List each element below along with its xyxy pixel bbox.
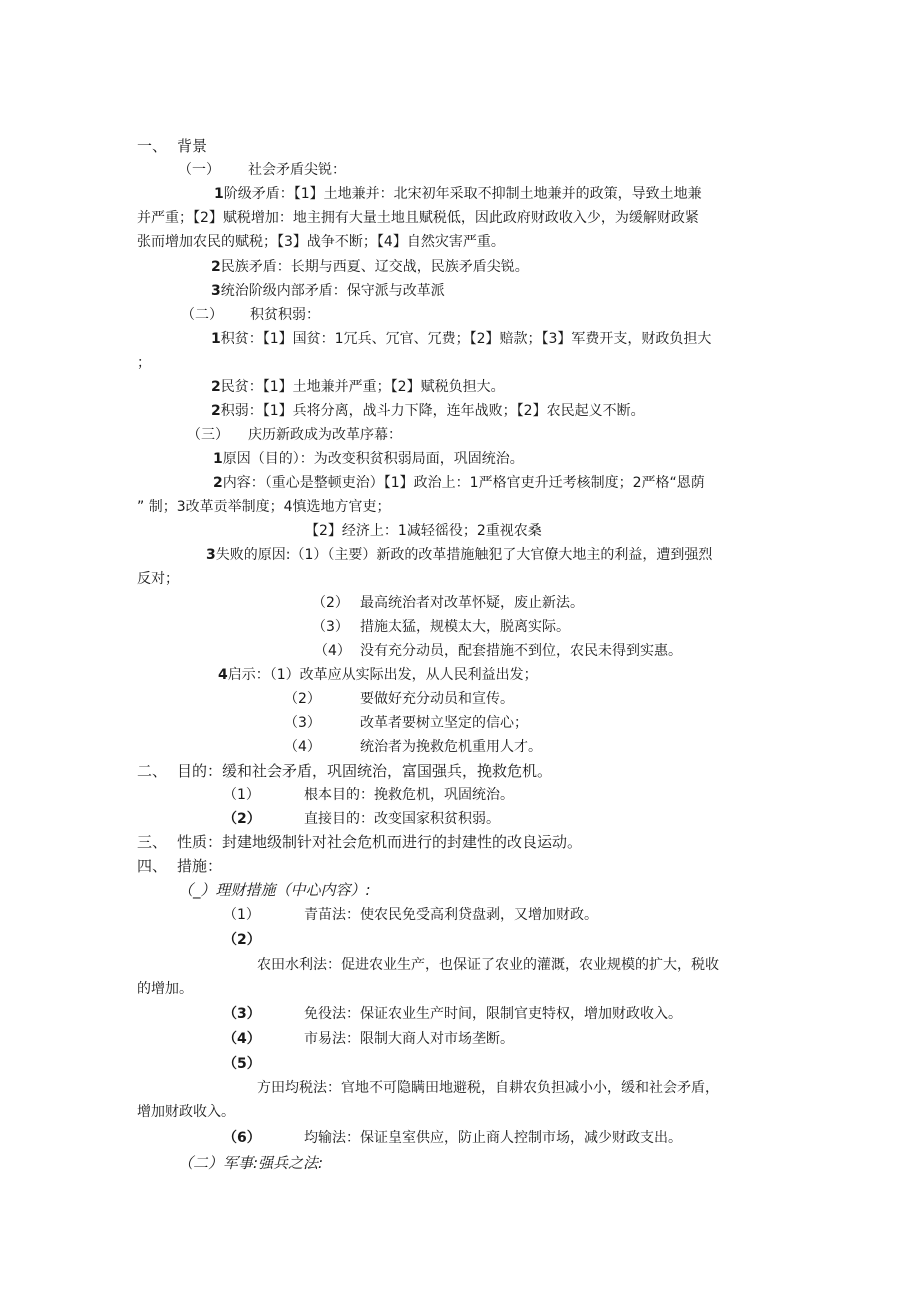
section-1-number: 一、	[137, 137, 168, 155]
measure-4-number: （4）	[223, 1031, 261, 1047]
measure-5-cont: 增加财政收入。	[137, 1104, 235, 1120]
lesson-item-3-text: 改革者要树立坚定的信心；	[360, 715, 528, 731]
subsection-1b-number: （二）	[181, 307, 223, 323]
qingli-content-line-2: ” 制；3改革贡举制度；4慎选地方官吏；	[137, 499, 391, 515]
lesson-item-4-number: （4）	[284, 739, 321, 755]
section-1-title: 背景	[177, 137, 208, 155]
measure-3-text: 免役法：保证农业生产时间，限制官吏特权，增加财政收入。	[304, 1006, 682, 1022]
measure-2-number: （2）	[223, 932, 261, 948]
section-2-title: 目的：缓和社会矛盾，巩固统治，富国强兵，挽救危机。	[177, 762, 553, 780]
poverty-line-cont: ；	[137, 355, 151, 371]
lesson-item-2-text: 要做好充分动员和宣传。	[360, 691, 514, 707]
subsection-1c-number: （三）	[187, 427, 229, 443]
failure-item-2-number: （2）	[312, 595, 349, 611]
qingli-content-economy: 【2】经济上：1减轻徭役；2重视农桑	[305, 523, 542, 539]
qingli-failure-line-1: 3失败的原因:（1）（主要）新政的改革措施触犯了大官僚大地主的利益，遭到强烈	[206, 547, 713, 563]
qingli-failure-line-2: 反对；	[137, 571, 179, 587]
purpose-item-1-number: （1）	[223, 787, 260, 803]
lesson-item-3-number: （3）	[284, 715, 321, 731]
qingli-content-line-1: 2内容：（重心是整顿吏治）【1】政治上：1严格官吏升迁考核制度；2严格“恩荫	[213, 475, 705, 491]
failure-item-4-number: （4）	[314, 643, 351, 659]
section-2-number: 二、	[137, 762, 168, 780]
measure-3-number: （3）	[223, 1006, 261, 1022]
subsection-1a-title: 社会矛盾尖锐：	[248, 162, 346, 178]
section-3-number: 三、	[137, 833, 168, 851]
people-poverty-line: 2民贫：【1】土地兼并严重；【2】赋税负担大。	[211, 379, 505, 395]
class-conflict-line-3: 张而增加农民的赋税；【3】战争不断；【4】自然灾害严重。	[137, 234, 505, 250]
lesson-item-4-text: 统治者为挽救危机重用人才。	[360, 739, 542, 755]
measure-2-cont: 的增加。	[137, 981, 193, 997]
measure-6-number: （6）	[223, 1130, 261, 1146]
lesson-line-1: 4启示：（1）改革应从实际出发，从人民利益出发；	[218, 667, 538, 683]
subsection-4b-title: （二）军事:强兵之法:	[178, 1154, 324, 1172]
failure-item-3-number: （3）	[312, 619, 349, 635]
failure-item-2-text: 最高统治者对改革怀疑，废止新法。	[360, 595, 584, 611]
subsection-1a-number: （一）	[178, 162, 220, 178]
section-4-title: 措施：	[177, 857, 223, 875]
purpose-item-2-text: 直接目的：改变国家积贫积弱。	[304, 811, 500, 827]
measure-1-number: （1）	[223, 907, 260, 923]
measure-1-text: 青苗法：使农民免受高利贷盘剥，又增加财政。	[304, 907, 598, 923]
subsection-1c-title: 庆历新政成为改革序幕：	[248, 427, 402, 443]
section-3-title: 性质：封建地级制针对社会危机而进行的封建性的改良运动。	[177, 833, 583, 851]
measure-5-number: （5）	[223, 1056, 261, 1072]
class-conflict-line-2: 并严重；【2】赋税增加：地主拥有大量土地且赋税低，因此政府财政收入少，为缓解财政紧	[137, 210, 699, 226]
ethnic-conflict: 2民族矛盾：长期与西夏、辽交战，民族矛盾尖锐。	[211, 259, 529, 275]
poverty-line: 1积贫：【1】国贫：1冗兵、冗官、冗费；【2】赔款；【3】军费开支，财政负担大	[211, 331, 712, 347]
ruling-class-conflict: 3统治阶级内部矛盾：保守派与改革派	[211, 283, 445, 299]
lesson-item-2-number: （2）	[284, 691, 321, 707]
subsection-4a-title: （_）理财措施（中心内容）:	[178, 881, 371, 899]
measure-5-text: 方田均税法：官地不可隐瞒田地避税，自耕农负担减小小，缓和社会矛盾，	[257, 1080, 719, 1096]
purpose-item-2-number: （2）	[223, 811, 261, 827]
measure-4-text: 市易法：限制大商人对市场垄断。	[304, 1031, 514, 1047]
failure-item-3-text: 措施太猛，规模太大，脱离实际。	[360, 619, 570, 635]
purpose-item-1-text: 根本目的：挽救危机，巩固统治。	[304, 787, 514, 803]
weakness-line: 2积弱：【1】兵将分离，战斗力下降，连年战败；【2】农民起义不断。	[211, 403, 645, 419]
failure-item-4-text: 没有充分动员，配套措施不到位，农民未得到实惠。	[360, 643, 682, 659]
subsection-1b-title: 积贫积弱：	[250, 307, 320, 323]
qingli-reason: 1原因（目的）：为改变积贫积弱局面，巩固统治。	[213, 451, 524, 467]
class-conflict-line-1: 1阶级矛盾：【1】土地兼并：北宋初年采取不抑制土地兼并的政策，导致土地兼	[214, 186, 702, 202]
measure-6-text: 均输法：保证皇室供应，防止商人控制市场，减少财政支出。	[304, 1130, 682, 1146]
section-4-number: 四、	[137, 857, 168, 875]
measure-2-text: 农田水利法：促进农业生产，也保证了农业的灌溉，农业规模的扩大，税收	[257, 957, 719, 973]
